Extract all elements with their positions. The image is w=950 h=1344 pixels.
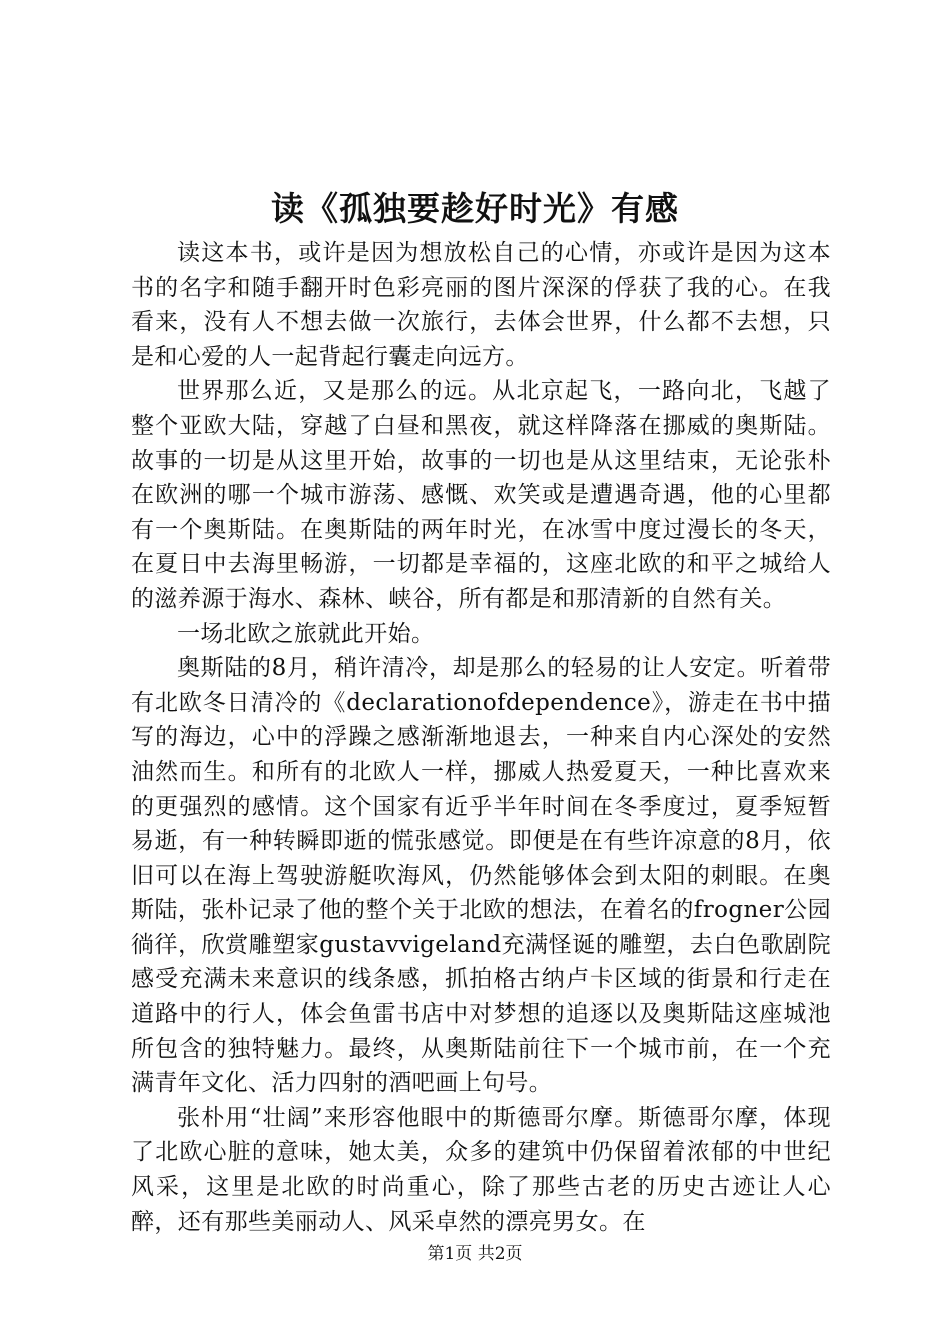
paragraph: 张朴用“壮阔”来形容他眼中的斯德哥尔摩。斯德哥尔摩，体现了北欧心脏的意味，她太美，众多的建筑中仍保留着浓郁的中世纪风采，这里是北欧的时尚重心，除了那些古老的历史古迹让人心醉，还有那些美丽动人、风采卓然的漂亮男女。在 (131, 1104, 831, 1235)
document-body (131, 236, 831, 1239)
paragraph: 一场北欧之旅就此开始。 (177, 620, 435, 647)
paragraph: 世界那么近，又是那么的远。从北京起飞，一路向北，飞越了整个亚欧大陆，穿越了白昼和黑夜，就这样降落在挪威的奥斯陆。故事的一切是从这里开始，故事的一切也是从这里结束，无论张朴在欧洲的哪一个城市游荡、感慨、欢笑或是遭遇奇遇，他的心里都有一个奥斯陆。在奥斯陆的两年时光，在冰雪中度过漫长的冬天，在夏日中去海里畅游，一切都是幸福的，这座北欧的和平之城给人的滋养源于海水、森林、峡谷，所有都是和那清新的自然有关。 (131, 378, 831, 612)
document-title: 读《孤独要趁好时光》有感 (271, 189, 679, 228)
paragraph: 读这本书，或许是因为想放松自己的心情，亦或许是因为这本书的名字和随手翻开时色彩亮丽的图片深深的俘获了我的心。在我看来，没有人不想去做一次旅行，去体会世界，什么都不去想，只是和心爱的人一起背起行囊走向远方。 (131, 240, 831, 370)
page-footer: 第1页 共2页 (427, 1244, 523, 1264)
paragraph: 奥斯陆的8月，稍许清冷，却是那么的轻易的让人安定。听着带有北欧冬日清冷的《declarationofdependence》，游走在书中描写的海边，心中的浮躁之感渐渐地退去，一种来自内心深处的安然油然而生。和所有的北欧人一样，挪威人热爱夏天，一种比喜欢来的更强烈的感情。这个国家有近乎半年时间在冬季度过，夏季短暂易逝，有一种转瞬即逝的慌张感觉。即便是在有些许凉意的8月，依旧可以在海上驾驶游艇吹海风，仍然能够体会到太阳的刺眼。在奥斯陆，张朴记录了他的整个关于北欧的想法，在着名的frogner公园徜徉，欣赏雕塑家gustavvigeland充满怪诞的雕塑，去白色歌剧院感受充满未来意识的线条感，抓拍格古纳卢卡区域的街景和行走在道路中的行人，体会鱼雷书店中对梦想的追逐以及奥斯陆这座城池所包含的独特魅力。最终，从奥斯陆前往下一个城市前，在一个充满青年文化、活力四射的酒吧画上句号。 (131, 655, 831, 1097)
